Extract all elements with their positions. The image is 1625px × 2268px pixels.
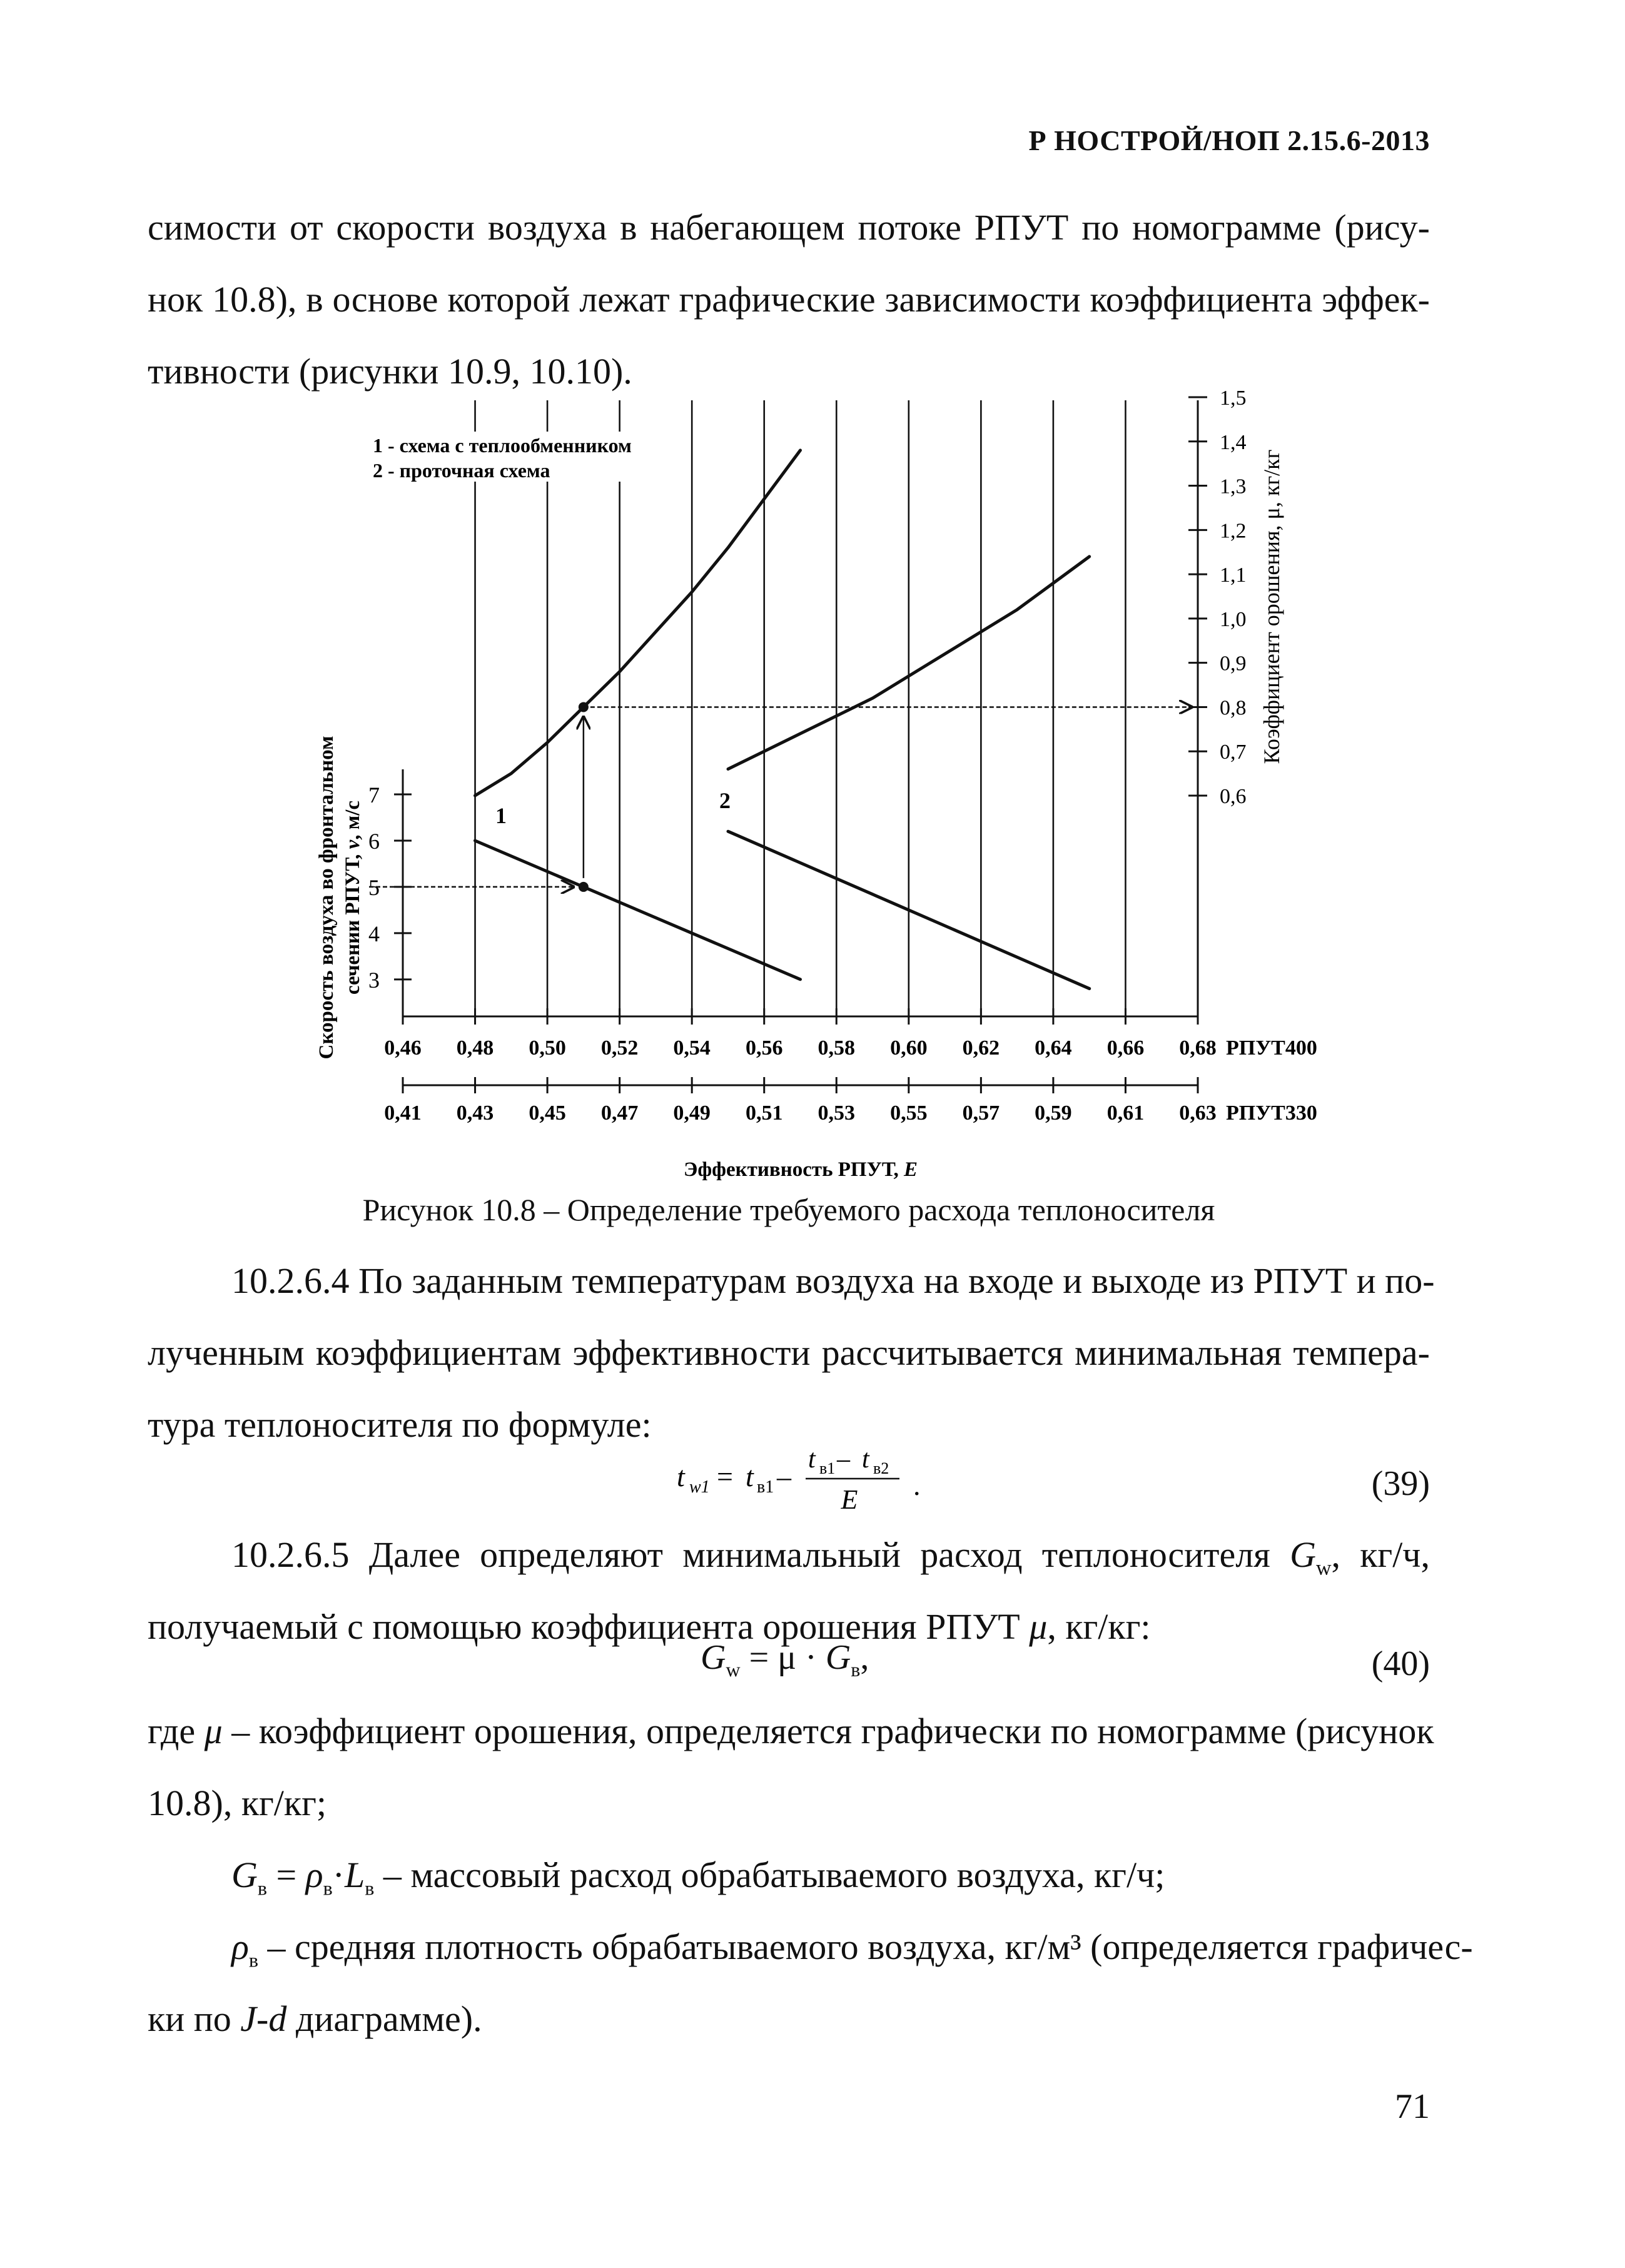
rpu330-axis-label: РПУТ330 [1226, 1101, 1317, 1125]
svg-text:.: . [913, 1469, 921, 1501]
velocity-tick-label: 3 [368, 967, 380, 993]
curve-1-mu [475, 450, 801, 796]
velocity-tick-label: 7 [368, 782, 380, 807]
rpu330-tick-label: 0,45 [529, 1101, 566, 1125]
p1-line-2: лученным коэффициентам эффективности рассчитывается минимальная темпера- [148, 1332, 1430, 1373]
definition-mass-flow: $G_в = \rho_в\cdot L_в$ – массовый расход обрабатываемого воздуха, кг/ч; [231, 1855, 1165, 1900]
svg-text:в1: в1 [757, 1477, 774, 1497]
rpu400-tick-label: 0,66 [1106, 1036, 1145, 1060]
mu-tick-label: 0,7 [1220, 741, 1247, 764]
rpu400-tick-label: 0,60 [890, 1036, 928, 1060]
svg-text:=: = [717, 1461, 733, 1492]
rpu400-tick-label: 0,46 [384, 1036, 422, 1060]
rpu330-tick-label: 0,47 [600, 1101, 639, 1125]
svg-text:Коэффициент орошения, μ, кг/кг: Коэффициент орошения, μ, кг/кг [1259, 449, 1284, 764]
where-line-1: где μ – коэффициент орошения, определяется графически по номограмме (рисунок [148, 1711, 1434, 1751]
mu-tick-label: 1,4 [1220, 430, 1247, 454]
rpu400-axis-label: РПУТ400 [1226, 1036, 1317, 1060]
mu-tick-label: 1,3 [1220, 475, 1247, 499]
legend-item-2: 2 - проточная схема [373, 459, 550, 482]
mu-tick-label: 1,5 [1220, 387, 1247, 410]
svg-text:сечении РПУТ, v, м/с: сечении РПУТ, v, м/с [342, 800, 364, 995]
definition-density: $\rho_в$ – средняя плотность обрабатываемого воздуха, кг/м³ (определяется графичес- [231, 1926, 1473, 1972]
p2-line-2: получаемый с помощью коэффициента орошения РПУТ μ, кг/кг: [148, 1606, 1151, 1647]
legend-item-1: 1 - схема с теплообменником [373, 434, 632, 457]
equation-39 [663, 1432, 951, 1526]
p1-line-3: тура теплоносителя по формуле: [148, 1404, 652, 1445]
mu-tick-label: 1,0 [1220, 607, 1247, 631]
velocity-tick-label: 5 [368, 874, 380, 900]
p2-line-1: 10.2.6.5 Далее определяют минимальный расход теплоносителя $G_w$, кг/ч, [231, 1534, 1430, 1580]
velocity-axis-title [315, 736, 364, 1060]
rpu400-tick-label: 0,54 [673, 1036, 711, 1060]
mu-tick-label: 0,9 [1220, 652, 1247, 676]
intro-line-3: тивности (рисунки 10.9, 10.10). [148, 351, 632, 392]
svg-text:t: t [808, 1445, 816, 1474]
where-line-2: 10.8), кг/кг; [148, 1783, 327, 1823]
rpu400-tick-label: 0,56 [745, 1036, 783, 1060]
figure-caption: Рисунок 10.8 – Определение требуемого расхода теплоносителя [362, 1192, 1215, 1227]
svg-text:t: t [746, 1461, 754, 1492]
definition-density-line-2: ки по J-d диаграмме). [148, 1998, 482, 2039]
rpu330-tick-label: 0,57 [962, 1101, 1000, 1125]
svg-text:t: t [677, 1461, 685, 1492]
rpu330-tick-label: 0,59 [1035, 1101, 1072, 1125]
equation-40: $G_w = \mu \cdot G_в$, [701, 1638, 869, 1681]
rpu330-tick-label: 0,43 [456, 1101, 494, 1125]
mu-axis-title [1259, 450, 1284, 764]
svg-text:E: E [841, 1484, 858, 1515]
svg-text:Скорость воздуха во фронтально: Скорость воздуха во фронтальном [315, 736, 338, 1060]
mu-tick-label: 0,8 [1220, 696, 1247, 720]
svg-text:t: t [862, 1445, 869, 1474]
rpu400-tick-label: 0,64 [1035, 1036, 1072, 1060]
rpu330-tick-label: 0,53 [818, 1101, 856, 1125]
mu-tick-label: 0,6 [1220, 785, 1247, 808]
rpu330-tick-label: 0,55 [890, 1101, 928, 1125]
rpu400-tick-label: 0,62 [962, 1036, 1000, 1060]
efficiency-axis-title: Эффективность РПУТ, E [683, 1158, 918, 1181]
rpu330-tick-label: 0,49 [673, 1101, 711, 1125]
curves [475, 450, 1090, 989]
velocity-tick-label: 4 [368, 921, 380, 946]
curve-label-1: 1 [495, 803, 507, 828]
rpu400-tick-label: 0,68 [1179, 1036, 1217, 1060]
page-number: 71 [1395, 2087, 1430, 2126]
equation-40-number: (40) [1371, 1644, 1430, 1683]
rpu400-tick-label: 0,48 [456, 1036, 494, 1060]
rpu400-tick-label: 0,52 [600, 1036, 639, 1060]
equation-39-number: (39) [1371, 1464, 1430, 1503]
rpu330-tick-label: 0,51 [745, 1101, 783, 1125]
p1-line-1: 10.2.6.4 По заданным температурам воздуха на входе и выходе из РПУТ и по- [231, 1260, 1435, 1301]
example-construction [369, 702, 1192, 891]
intro-line-2: нок 10.8), в основе которой лежат графические зависимости коэффициента эффек- [148, 279, 1430, 320]
mu-tick-label: 1,1 [1220, 564, 1247, 587]
rpu400-tick-label: 0,50 [529, 1036, 566, 1060]
rpu400-tick-label: 0,58 [818, 1036, 856, 1060]
document-code-header: Р НОСТРОЙ/НОП 2.15.6-2013 [1028, 124, 1430, 156]
rpu330-tick-label: 0,41 [384, 1101, 422, 1125]
svg-text:–: – [777, 1461, 791, 1492]
example-point-mu [579, 702, 589, 712]
example-point-velocity [579, 882, 589, 892]
mu-tick-label: 1,2 [1220, 519, 1247, 543]
svg-text:в1: в1 [819, 1459, 836, 1477]
intro-line-1: симости от скорости воздуха в набегающем потоке РПУТ по номограмме (рису- [148, 207, 1430, 248]
curve-label-2: 2 [719, 788, 731, 813]
svg-text:w1: w1 [689, 1477, 710, 1497]
vertical-grid [475, 400, 1126, 1016]
svg-text:в2: в2 [873, 1459, 889, 1477]
rpu330-tick-label: 0,63 [1179, 1101, 1217, 1125]
velocity-tick-label: 6 [368, 828, 380, 854]
curve-1-velocity [475, 841, 801, 980]
rpu330-axis-ticks [384, 1077, 1217, 1125]
svg-text:–: – [837, 1445, 850, 1474]
rpu330-tick-label: 0,61 [1106, 1101, 1145, 1125]
